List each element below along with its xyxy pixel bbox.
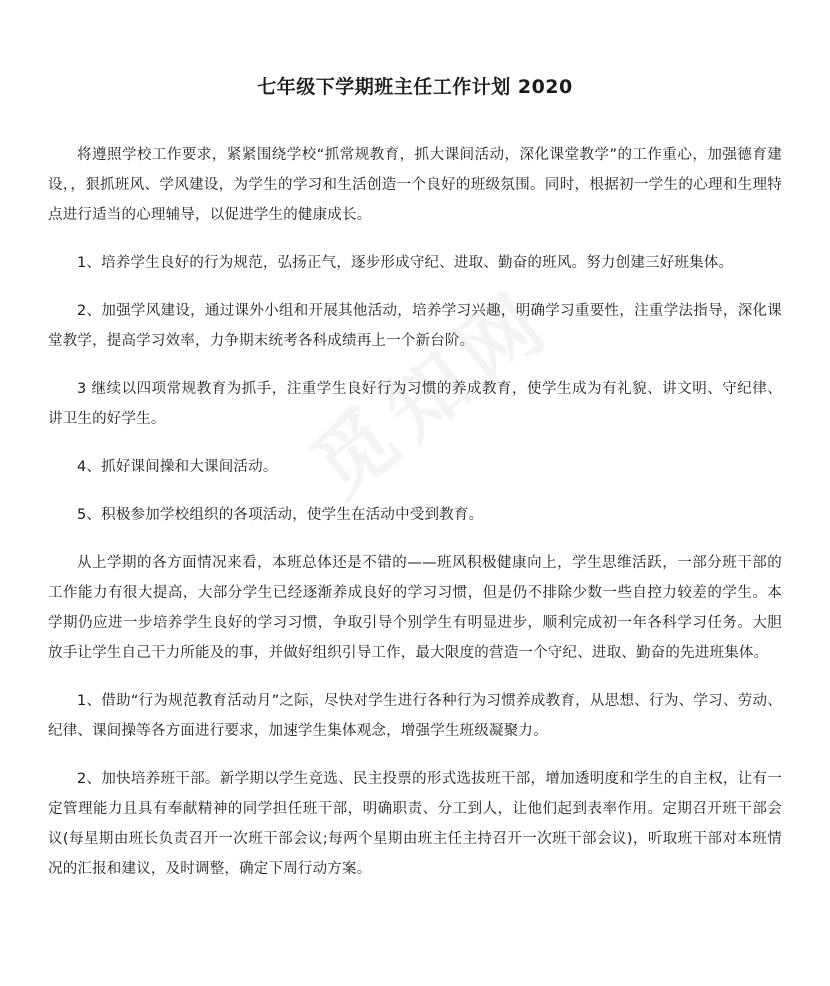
paragraph-measure-2: 2、加快培养班干部。新学期以学生竞选、民主投票的形式选拔班干部，增加透明度和学生的自主权，让有一定管理能力且具有奉献精神的同学担任班干部，明确职责、分工到人，让他们起到表率作用。定期召开班干部会议(每星期由班长负责召开一次班干部会议;每两个星期由班主任主持召开一次班干部会议)，听取班干部对本班情况的汇报和建议，及时调整，确定下周行动方案。 bbox=[48, 771, 782, 877]
paragraph-goal-5: 5、积极参加学校组织的各项活动，使学生在活动中受到教育。 bbox=[77, 507, 484, 523]
paragraph-situation: 从上学期的各方面情况来看，本班总体还是不错的——班风积极健康向上，学生思维活跃，一部分班干部的工作能力有很大提高，大部分学生已经逐渐养成良好的学习习惯，但是仍不排除少数一些自控力较差的学生。本学期仍应进一步培养学生良好的学习习惯，争取引导个别学生有明显进步，顺利完成初一年各科学习任务。大胆放手让学生自己干力所能及的事，并做好组织引导工作，最大限度的营造一个守纪、进取、勤奋的先进班集体。 bbox=[48, 555, 782, 661]
paragraph-goal-3: 3 继续以四项常规教育为抓手，注重学生良好行为习惯的养成教育，使学生成为有礼貌、讲文明、守纪律、讲卫生的好学生。 bbox=[48, 381, 782, 427]
paragraph-intro: 将遵照学校工作要求，紧紧围绕学校“抓常规教育，抓大课间活动，深化课堂教学”的工作重心，加强德育建设，，狠抓班风、学风建设，为学生的学习和生活创造一个良好的班级氛围。同时，根据初一学生的心理和生理特点进行适当的心理辅导，以促进学生的健康成长。 bbox=[48, 147, 782, 223]
paragraph-goal-1: 1、培养学生良好的行为规范，弘扬正气，逐步形成守纪、进取、勤奋的班风。努力创建三好班集体。 bbox=[77, 255, 734, 271]
document-title: 七年级下学期班主任工作计划 2020 bbox=[257, 76, 573, 98]
paragraph-goal-2: 2、加强学风建设，通过课外小组和开展其他活动，培养学习兴趣，明确学习重要性，注重学法指导，深化课堂教学，提高学习效率，力争期末统考各科成绩再上一个新台阶。 bbox=[48, 303, 782, 349]
paragraph-measure-1: 1、借助“行为规范教育活动月”之际，尽快对学生进行各种行为习惯养成教育，从思想、行为、学习、劳动、纪律、课间操等各方面进行要求，加速学生集体观念，增强学生班级凝聚力。 bbox=[48, 693, 782, 739]
document-body bbox=[48, 140, 782, 902]
paragraph-goal-4: 4、抓好课间操和大课间活动。 bbox=[77, 459, 278, 475]
